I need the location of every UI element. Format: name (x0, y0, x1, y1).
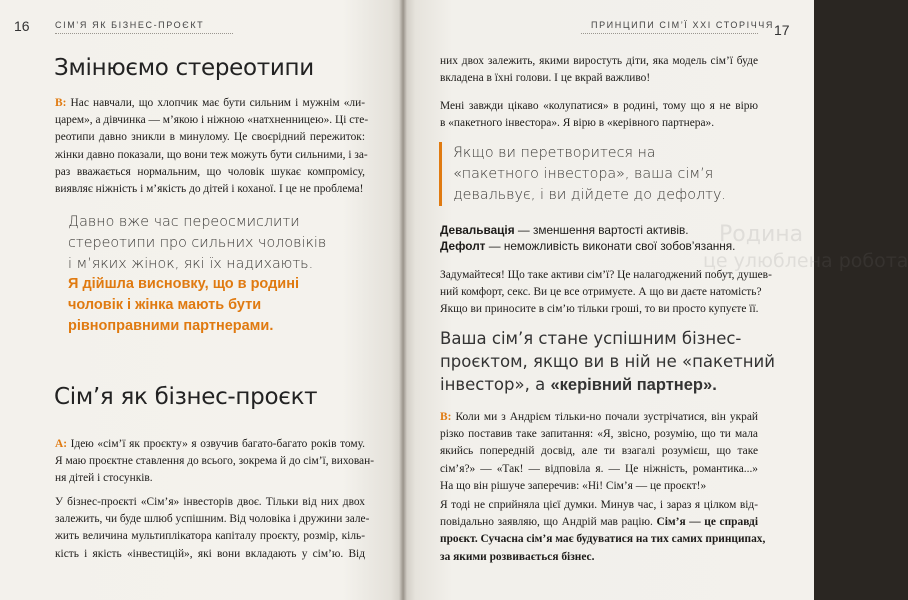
speaker-label: А: (55, 438, 68, 450)
big-quote-managing-partner: Ваша сім’я стане успішним бізнес- проєктом, якщо ви в ній не «пакетний інвестор», а «керівний партнер». (440, 329, 775, 394)
paragraph-conclusion: Я тоді не сприйняла цієї думки. Минув час, і зараз я цілком від- повідально заявляю, що Андрій мав рацію. Сім’я — це справді проєкт. Сучасна сім’я має будуватися на тих самих принципах, за якими розвивається бізнес. (440, 499, 766, 563)
running-head-left: СІМ’Я ЯК БІЗНЕС-ПРОЄКТ (55, 20, 205, 30)
paragraph-a-1: А: Ідею «сім’ї як проєкту» я озвучив багато-багато років тому. Я маю проєктне ставлення до всього, зокрема й до сім’ї, вихован- ня дітей і стосунків. (55, 438, 374, 485)
pull-quote-right: Якщо ви перетворитеся на «пакетного інвестора», ваша сім’я девальвує, і ви дійдете до дефолту. (453, 145, 726, 203)
section-heading-stereotypes: Змінюємо стереотипи (54, 55, 314, 81)
paragraph-children: них двох залежить, якими виростуть діти, яка модель сім’ї буде вкладена в їхні голови. І це вкрай важливо! (440, 55, 758, 85)
running-head-rule (581, 33, 758, 34)
show-through-text: Родина (719, 222, 804, 247)
paragraph-curious: Мені завжди цікаво «колупатися» в родині, тому що я не вірю в «пакетного інвестора». Я вірю в «керівного партнера». (440, 100, 758, 130)
left-page (0, 0, 403, 600)
book-gutter (399, 0, 407, 600)
paragraph-investors: У бізнес-проєкті «Сім’я» інвесторів двоє. Тільки від них двох залежить, чи буде шлюб успішним. Від чоловіка і дружини зале- жить величина мультиплікатора капіталу проєкту, розмір, кіль- кість і якість «інвестицій», які вони вкладають у сім’ю. Від (55, 496, 370, 560)
definition-devaluation: Девальвація — зменшення вартості активів. (440, 223, 689, 237)
section-heading-business-project: Сім’я як бізнес-проєкт (54, 384, 318, 410)
pull-quote-left: Давно вже час переосмислити стереотипи про сильних чоловіків і м’яких жінок, які їх надихають. (68, 214, 327, 272)
speaker-label: В: (440, 411, 452, 423)
quote-accent-bar (439, 142, 442, 206)
definitions (440, 222, 735, 254)
running-head-right: ПРИНЦИПИ СІМ’Ї XXI СТОРІЧЧЯ (591, 20, 775, 30)
page-number-right: 17 (774, 22, 790, 38)
running-head-rule (55, 33, 233, 34)
callout-conclusion: Я дійшла висновку, що в родині чоловік і жінка мають бути рівноправними партнерами. (68, 276, 299, 334)
page-number-left: 16 (14, 18, 30, 34)
show-through-text: це улюблена робота (703, 250, 908, 272)
definition-default: Дефолт — неможливість виконати свої зобов’язання. (440, 239, 736, 253)
speaker-label: В: (55, 97, 67, 109)
paragraph-v-1: В: Нас навчали, що хлопчик має бути сильним і мужнім «ли- царем», а дівчинка — м’якою і ніжною «натхненницею». Ці сте- реотипи давно зникли в минулому. Це своєрідний пережиток: жінки давно показали, що вони теж можуть бути сильними, і за- раз вважається нормальним, що чоловік шукає компромісу, виявляє ніжність і м’якість до дітей і коханої. І це не проблема! (55, 97, 369, 196)
paragraph-v-2: В: Коли ми з Андрієм тільки-но почали зустрічатися, він украй різко поставив таке запитання: «Я, звісно, розумію, що ти мала якийсь попередній досвід, але ти взагалі розумієш, що таке сім’я?» — «Так! — відповіла я. — Це ніжність, романтика...» На що він рішуче заперечив: «Ні! Сім’я — це проєкт!» (440, 411, 758, 492)
paragraph-assets: Задумайтеся! Що таке активи сім’ї? Це налагоджений побут, душев- ний комфорт, секс. Ви це все отримуєте. А що ви даєте натомість? Якщо ви приносите в сім’ю тільки гроші, то ви просто купуєте її. (440, 269, 772, 316)
